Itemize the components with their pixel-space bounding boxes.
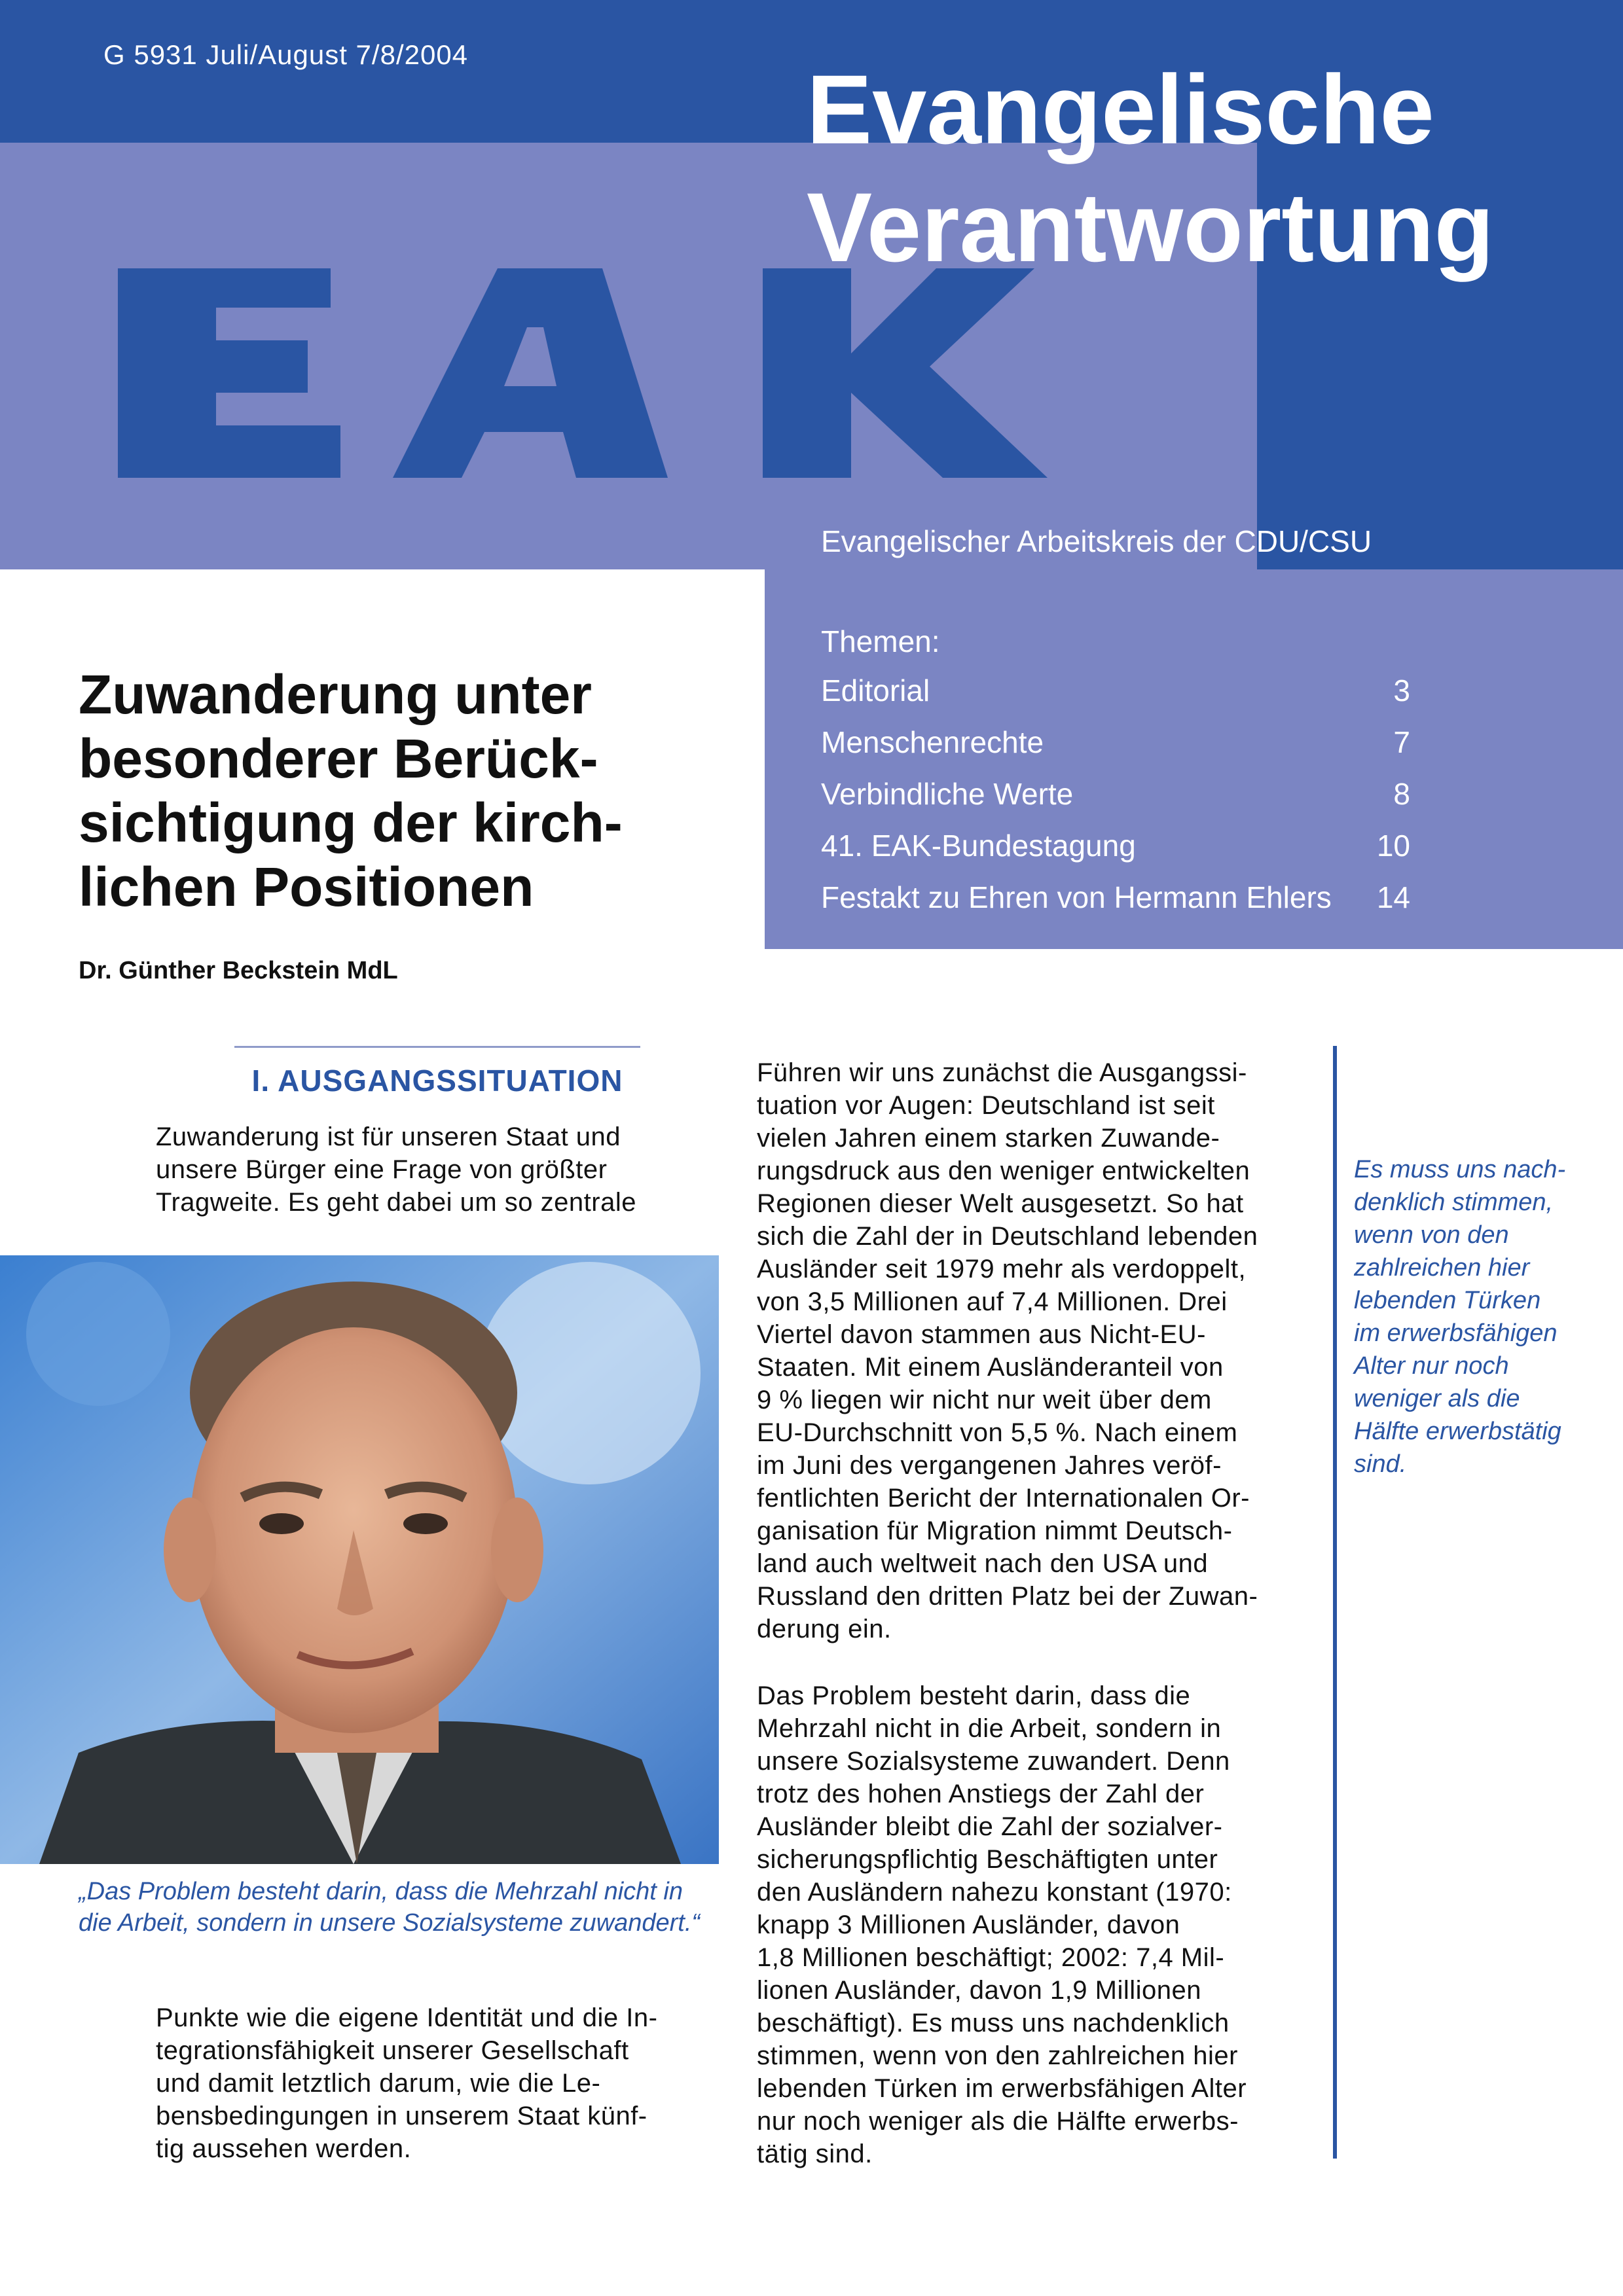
headline-line: Zuwanderung unter bbox=[79, 664, 592, 725]
pull-quote-rule bbox=[1333, 1046, 1337, 2159]
text-line: sicherungspflichtig Beschäftigten unter bbox=[757, 1845, 1218, 1874]
text-line: stimmen, wenn von den zahlreichen hier bbox=[757, 2041, 1238, 2070]
text-line: Regionen dieser Welt ausgesetzt. So hat bbox=[757, 1189, 1244, 1218]
caption-line: „Das Problem besteht darin, dass die Mehrzahl nicht in bbox=[79, 1878, 684, 1905]
text-line: sich die Zahl der in Deutschland lebenden bbox=[757, 1222, 1258, 1251]
toc-item-verbindliche-werte[interactable] bbox=[821, 776, 1410, 816]
intro-paragraph bbox=[156, 1121, 693, 1219]
text-line: tuation vor Augen: Deutschland ist seit bbox=[757, 1091, 1215, 1120]
text-line: im Juni des vergangenen Jahres veröf- bbox=[757, 1451, 1222, 1480]
headline-line: besonderer Berück- bbox=[79, 728, 598, 789]
text-line: trotz des hohen Anstiegs der Zahl der bbox=[757, 1780, 1205, 1808]
column-2-paragraph-2 bbox=[757, 1679, 1320, 2170]
text-line: Tragweite. Es geht dabei um so zentrale bbox=[156, 1188, 636, 1217]
toc-label: 41. EAK-Bundestagung bbox=[821, 829, 1136, 863]
quote-line: wenn von den bbox=[1354, 1221, 1509, 1249]
text-line: Ausländer seit 1979 mehr als verdoppelt, bbox=[757, 1255, 1247, 1283]
text-line: knapp 3 Millionen Ausländer, davon bbox=[757, 1910, 1180, 1939]
text-line: beschäftigt). Es muss uns nachdenklich bbox=[757, 2009, 1230, 2037]
text-line: lionen Ausländer, davon 1,9 Millionen bbox=[757, 1976, 1201, 2005]
text-line: Führen wir uns zunächst die Ausgangssi- bbox=[757, 1058, 1247, 1087]
toc-page: 8 bbox=[1393, 777, 1410, 811]
issue-info: G 5931 Juli/August 7/8/2004 bbox=[103, 39, 469, 70]
toc-page: 3 bbox=[1393, 673, 1410, 708]
article-headline bbox=[79, 662, 701, 919]
quote-line: lebenden Türken bbox=[1354, 1287, 1541, 1314]
quote-line: weniger als die bbox=[1354, 1385, 1520, 1412]
text-line: land auch weltweit nach den USA und bbox=[757, 1549, 1209, 1578]
text-line: Russland den dritten Platz bei der Zuwan- bbox=[757, 1582, 1258, 1611]
headline-line: lichen Positionen bbox=[79, 856, 534, 918]
toc-label: Festakt zu Ehren von Hermann Ehlers bbox=[821, 880, 1332, 914]
author-portrait-photo bbox=[0, 1255, 719, 1864]
text-line: rungsdruck aus den weniger entwickelten bbox=[757, 1157, 1250, 1185]
text-line: den Ausländern nahezu konstant (1970: bbox=[757, 1878, 1232, 1907]
text-line: derung ein. bbox=[757, 1615, 892, 1643]
text-line: lebenden Türken im erwerbsfähigen Alter bbox=[757, 2074, 1247, 2103]
toc-page: 10 bbox=[1376, 829, 1410, 863]
article-author: Dr. Günther Beckstein MdL bbox=[79, 957, 398, 984]
text-line: Das Problem besteht darin, dass die bbox=[757, 1681, 1191, 1710]
toc-page: 7 bbox=[1393, 725, 1410, 759]
quote-line: sind. bbox=[1354, 1450, 1407, 1478]
masthead bbox=[0, 0, 1623, 569]
column-2-paragraph-1 bbox=[757, 1056, 1320, 1645]
toc-item-editorial[interactable] bbox=[821, 673, 1410, 712]
quote-line: Hälfte erwerbstätig bbox=[1354, 1418, 1561, 1445]
text-line: Ausländer bleibt die Zahl der sozialver- bbox=[757, 1812, 1223, 1841]
text-line: EU-Durchschnitt von 5,5 %. Nach einem bbox=[757, 1418, 1238, 1447]
text-line: Zuwanderung ist für unseren Staat und bbox=[156, 1122, 621, 1151]
toc-label: Verbindliche Werte bbox=[821, 777, 1074, 811]
headline-line: sichtigung der kirch- bbox=[79, 792, 623, 853]
text-line: tätig sind. bbox=[757, 2140, 873, 2168]
section-divider bbox=[234, 1046, 640, 1048]
quote-line: Alter nur noch bbox=[1354, 1352, 1509, 1380]
photo-caption bbox=[79, 1876, 727, 1939]
text-line: Mehrzahl nicht in die Arbeit, sondern in bbox=[757, 1714, 1222, 1743]
text-line: unsere Bürger eine Frage von größter bbox=[156, 1155, 608, 1184]
quote-line: Es muss uns nach- bbox=[1354, 1156, 1566, 1183]
toc-item-bundestagung[interactable] bbox=[821, 828, 1410, 867]
section-heading: I. AUSGANGSSITUATION bbox=[251, 1064, 623, 1098]
text-line: bensbedingungen in unserem Staat künf- bbox=[156, 2102, 647, 2130]
toc-label: Menschenrechte bbox=[821, 725, 1044, 759]
text-line: tig aussehen werden. bbox=[156, 2134, 412, 2163]
toc-label: Editorial bbox=[821, 673, 930, 708]
contents-heading: Themen: bbox=[821, 624, 940, 658]
magazine-title-line-2: Verantwortung bbox=[807, 172, 1495, 282]
continuation-paragraph bbox=[156, 2001, 732, 2165]
caption-line: die Arbeit, sondern in unsere Sozialsysteme zuwandert.“ bbox=[79, 1909, 701, 1937]
text-line: Viertel davon stammen aus Nicht-EU- bbox=[757, 1320, 1206, 1349]
text-line: unsere Sozialsysteme zuwandert. Denn bbox=[757, 1747, 1230, 1776]
text-line: Punkte wie die eigene Identität und die In- bbox=[156, 2003, 658, 2032]
text-line: fentlichten Bericht der Internationalen Or- bbox=[757, 1484, 1250, 1513]
pull-quote bbox=[1354, 1153, 1616, 1480]
logo-letter-e bbox=[118, 268, 340, 478]
quote-line: im erwerbsfähigen bbox=[1354, 1319, 1558, 1347]
text-line: 9 % liegen wir nicht nur weit über dem bbox=[757, 1386, 1212, 1414]
toc-item-festakt[interactable] bbox=[821, 880, 1410, 919]
magazine-title-line-1: Evangelische bbox=[807, 54, 1434, 164]
organization-name: Evangelischer Arbeitskreis der CDU/CSU bbox=[821, 524, 1372, 558]
text-line: und damit letztlich darum, wie die Le- bbox=[156, 2069, 601, 2098]
quote-line: zahlreichen hier bbox=[1354, 1254, 1530, 1282]
toc-item-menschenrechte[interactable] bbox=[821, 725, 1410, 764]
text-line: nur noch weniger als die Hälfte erwerbs- bbox=[757, 2107, 1239, 2136]
text-line: tegrationsfähigkeit unserer Gesellschaft bbox=[156, 2036, 629, 2065]
quote-line: denklich stimmen, bbox=[1354, 1189, 1554, 1216]
text-line: Staaten. Mit einem Ausländeranteil von bbox=[757, 1353, 1224, 1382]
text-line: ganisation für Migration nimmt Deutsch- bbox=[757, 1516, 1233, 1545]
text-line: von 3,5 Millionen auf 7,4 Millionen. Drei bbox=[757, 1287, 1228, 1316]
text-line: 1,8 Millionen beschäftigt; 2002: 7,4 Mil- bbox=[757, 1943, 1225, 1972]
text-line: vielen Jahren einem starken Zuwande- bbox=[757, 1124, 1220, 1153]
toc-page: 14 bbox=[1376, 880, 1410, 914]
